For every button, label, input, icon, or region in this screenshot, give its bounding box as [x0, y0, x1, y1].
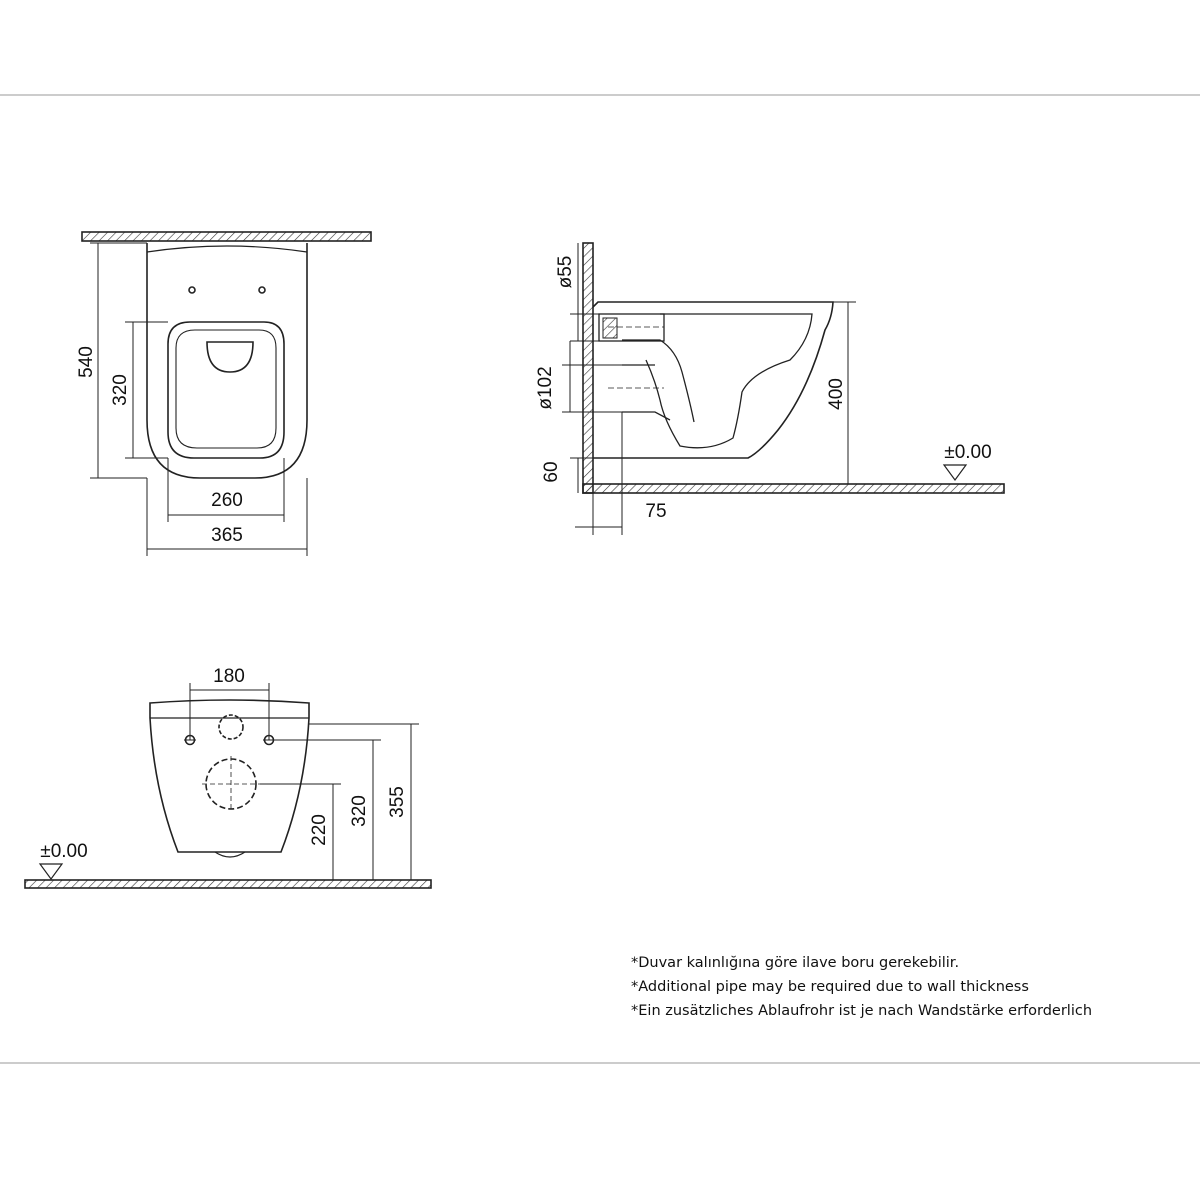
side-view-level-label: ±0.00 — [944, 442, 992, 463]
top-view-inner-opening — [176, 330, 276, 448]
side-view — [562, 243, 1004, 535]
side-view-wall — [583, 243, 593, 493]
front-view-inlet-height-label: 320 — [349, 795, 370, 827]
front-view-floor — [25, 880, 431, 888]
top-view-width-label: 365 — [211, 525, 243, 546]
top-view-bolt-left — [189, 287, 195, 293]
side-view-floor — [583, 484, 1004, 493]
top-view-depth-label: 540 — [76, 346, 97, 378]
front-view-bowl-outline — [150, 700, 309, 852]
note-english: *Additional pipe may be required due to wall thickness — [631, 979, 1029, 995]
top-view-bolt-right — [259, 287, 265, 293]
side-view-trap — [622, 340, 694, 422]
top-view-inner-depth-label: 320 — [110, 374, 131, 406]
top-view-outlet-mark — [207, 342, 253, 372]
top-view-wall — [82, 232, 371, 241]
side-view-height-label: 400 — [826, 378, 847, 410]
top-view-inner-width-label: 260 — [211, 490, 243, 511]
front-view-top-height-label: 355 — [387, 786, 408, 818]
front-view-level-mark — [40, 864, 62, 879]
side-view-inlet-label: ø55 — [555, 255, 576, 289]
side-view-wall-offset-label: 75 — [645, 501, 667, 522]
front-view-outlet-height-label: 220 — [309, 814, 330, 846]
side-view-level-mark — [944, 465, 966, 480]
top-view-rim-line — [147, 246, 307, 252]
side-view-bowl-outer — [593, 302, 833, 458]
front-view-bolt-spacing-label: 180 — [213, 666, 245, 687]
note-german: *Ein zusätzliches Ablaufrohr ist je nach Wandstärke erforderlich — [631, 1003, 1093, 1019]
front-view-level-label: ±0.00 — [40, 841, 88, 862]
side-view-bowl-inner — [646, 314, 812, 448]
side-view-outlet-label: ø102 — [535, 366, 556, 410]
side-view-floor-offset-label: 60 — [541, 461, 562, 483]
note-turkish: *Duvar kalınlığına göre ilave boru gerekebilir. — [631, 955, 960, 971]
footnotes — [631, 951, 1191, 1023]
